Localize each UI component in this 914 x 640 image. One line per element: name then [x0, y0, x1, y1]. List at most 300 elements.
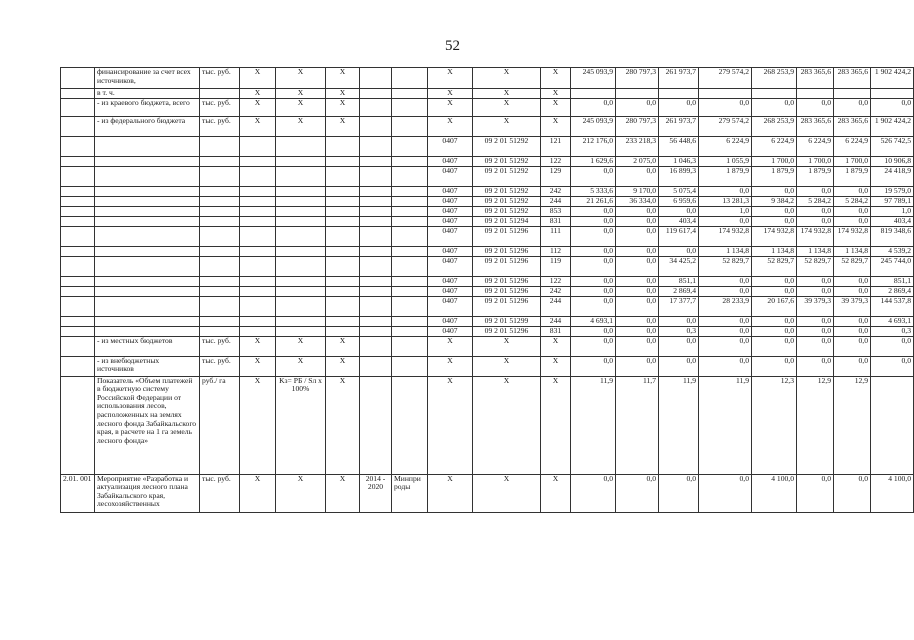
- cell-period: [360, 68, 392, 89]
- cell-executor: [392, 336, 428, 356]
- cell-y2019: 0,0: [797, 276, 834, 286]
- cell-y2018: 0,0: [752, 186, 797, 196]
- cell-y2020: 0,0: [834, 276, 871, 286]
- cell-col-x3: [326, 226, 360, 246]
- cell-col-x3: [326, 286, 360, 296]
- cell-formula: [276, 246, 326, 256]
- cell-executor: [392, 276, 428, 286]
- cell-target: Х: [473, 68, 541, 89]
- cell-name: [95, 316, 200, 326]
- cell-code: [61, 89, 95, 99]
- cell-col-x3: Х: [326, 98, 360, 116]
- cell-executor: Минпри роды: [392, 474, 428, 512]
- cell-executor: [392, 206, 428, 216]
- cell-code: [61, 216, 95, 226]
- table-row: [61, 226, 914, 246]
- cell-total: 4 693,1: [871, 316, 914, 326]
- cell-y2016: [659, 89, 699, 99]
- cell-code: [61, 286, 95, 296]
- cell-y2016: 1 046,3: [659, 156, 699, 166]
- cell-section: Х: [428, 474, 473, 512]
- cell-y2020: 0,0: [834, 98, 871, 116]
- cell-y2019: 5 284,2: [797, 196, 834, 206]
- cell-col-x3: [326, 296, 360, 316]
- cell-target: 09 2 01 51296: [473, 226, 541, 246]
- cell-executor: [392, 89, 428, 99]
- cell-target: 09 2 01 51292: [473, 136, 541, 156]
- cell-unit: [200, 316, 240, 326]
- cell-y2016: 261 973,7: [659, 68, 699, 89]
- cell-y2018: 268 253,9: [752, 68, 797, 89]
- cell-total: 4 100,0: [871, 474, 914, 512]
- cell-y2019: 1 134,8: [797, 246, 834, 256]
- cell-y2019: 0,0: [797, 356, 834, 376]
- cell-executor: [392, 296, 428, 316]
- cell-unit: тыс. руб.: [200, 356, 240, 376]
- cell-y2016: 11,9: [659, 376, 699, 474]
- cell-y2018: 268 253,9: [752, 116, 797, 136]
- cell-formula: [276, 166, 326, 186]
- cell-y2015: 0,0: [616, 316, 659, 326]
- cell-y2015: 0,0: [616, 276, 659, 286]
- cell-unit: [200, 216, 240, 226]
- cell-total: 97 789,1: [871, 196, 914, 206]
- cell-code: [61, 98, 95, 116]
- cell-col-x3: Х: [326, 474, 360, 512]
- cell-col-x1: [240, 186, 276, 196]
- cell-y2014: 5 333,6: [571, 186, 616, 196]
- cell-total: 0,0: [871, 98, 914, 116]
- cell-y2016: 0,0: [659, 98, 699, 116]
- cell-type: 122: [541, 156, 571, 166]
- cell-col-x1: [240, 156, 276, 166]
- cell-y2016: 119 617,4: [659, 226, 699, 246]
- cell-period: [360, 136, 392, 156]
- cell-unit: [200, 286, 240, 296]
- cell-formula: Х: [276, 356, 326, 376]
- cell-y2020: 5 284,2: [834, 196, 871, 206]
- cell-y2014: 0,0: [571, 216, 616, 226]
- cell-y2014: 0,0: [571, 474, 616, 512]
- cell-period: [360, 276, 392, 286]
- table-row: [61, 98, 914, 116]
- cell-target: Х: [473, 116, 541, 136]
- cell-col-x1: [240, 136, 276, 156]
- cell-y2020: 1 700,0: [834, 156, 871, 166]
- cell-y2015: 0,0: [616, 206, 659, 216]
- cell-col-x3: [326, 156, 360, 166]
- cell-col-x1: [240, 216, 276, 226]
- cell-period: [360, 166, 392, 186]
- cell-col-x3: [326, 246, 360, 256]
- cell-col-x1: [240, 286, 276, 296]
- cell-col-x1: [240, 296, 276, 316]
- cell-name: [95, 296, 200, 316]
- cell-name: [95, 216, 200, 226]
- cell-y2015: [616, 89, 659, 99]
- cell-unit: [200, 256, 240, 276]
- cell-target: 09 2 01 51299: [473, 316, 541, 326]
- cell-y2018: 0,0: [752, 276, 797, 286]
- cell-y2019: 6 224,9: [797, 136, 834, 156]
- cell-col-x3: [326, 206, 360, 216]
- table-row: [61, 376, 914, 474]
- cell-y2020: 0,0: [834, 356, 871, 376]
- cell-y2016: 261 973,7: [659, 116, 699, 136]
- table-row: [61, 156, 914, 166]
- cell-period: [360, 316, 392, 326]
- cell-y2018: 0,0: [752, 336, 797, 356]
- cell-y2019: 0,0: [797, 206, 834, 216]
- cell-unit: [200, 226, 240, 246]
- cell-period: [360, 98, 392, 116]
- cell-formula: [276, 196, 326, 206]
- cell-code: [61, 186, 95, 196]
- cell-y2014: 11,9: [571, 376, 616, 474]
- cell-code: [61, 206, 95, 216]
- table-row: [61, 276, 914, 286]
- cell-y2017: 13 281,3: [699, 196, 752, 206]
- cell-code: [61, 356, 95, 376]
- cell-name: [95, 196, 200, 206]
- cell-y2018: 0,0: [752, 206, 797, 216]
- cell-section: Х: [428, 68, 473, 89]
- cell-total: 0,3: [871, 326, 914, 336]
- cell-y2019: 0,0: [797, 474, 834, 512]
- cell-code: [61, 326, 95, 336]
- cell-period: [360, 116, 392, 136]
- cell-y2019: 283 365,6: [797, 68, 834, 89]
- table-row: [61, 336, 914, 356]
- cell-target: Х: [473, 336, 541, 356]
- cell-col-x3: Х: [326, 336, 360, 356]
- cell-period: [360, 156, 392, 166]
- cell-section: 0407: [428, 326, 473, 336]
- cell-unit: [200, 186, 240, 196]
- cell-y2015: 280 797,3: [616, 116, 659, 136]
- cell-col-x1: [240, 166, 276, 186]
- cell-y2017: 0,0: [699, 356, 752, 376]
- table-row: [61, 296, 914, 316]
- cell-period: [360, 186, 392, 196]
- cell-name: - из краевого бюджета, всего: [95, 98, 200, 116]
- cell-period: [360, 196, 392, 206]
- cell-name: - из местных бюджетов: [95, 336, 200, 356]
- cell-col-x3: Х: [326, 89, 360, 99]
- cell-y2014: 0,0: [571, 256, 616, 276]
- cell-y2016: 0,3: [659, 326, 699, 336]
- cell-col-x1: [240, 256, 276, 276]
- cell-y2016: 0,0: [659, 474, 699, 512]
- cell-total: [871, 376, 914, 474]
- cell-y2015: 280 797,3: [616, 68, 659, 89]
- cell-y2020: 0,0: [834, 216, 871, 226]
- cell-col-x3: [326, 186, 360, 196]
- cell-period: [360, 256, 392, 276]
- cell-section: 0407: [428, 296, 473, 316]
- cell-col-x1: [240, 276, 276, 286]
- page-number: 52: [445, 38, 460, 54]
- cell-y2017: 0,0: [699, 186, 752, 196]
- cell-type: Х: [541, 336, 571, 356]
- cell-y2018: 0,0: [752, 326, 797, 336]
- cell-name: Мероприятие «Разработка и актуализация лесного плана Забайкальского края, лесохозяйственных: [95, 474, 200, 512]
- cell-formula: Х: [276, 89, 326, 99]
- cell-type: 129: [541, 166, 571, 186]
- cell-y2016: 6 959,6: [659, 196, 699, 206]
- cell-type: 244: [541, 316, 571, 326]
- cell-unit: руб./ га: [200, 376, 240, 474]
- cell-name: [95, 226, 200, 246]
- cell-y2016: 0,0: [659, 246, 699, 256]
- cell-total: 4 539,2: [871, 246, 914, 256]
- cell-executor: [392, 256, 428, 276]
- cell-target: Х: [473, 356, 541, 376]
- cell-y2020: 52 829,7: [834, 256, 871, 276]
- cell-y2017: 0,0: [699, 98, 752, 116]
- cell-name: [95, 286, 200, 296]
- cell-y2018: 0,0: [752, 216, 797, 226]
- cell-y2017: 0,0: [699, 474, 752, 512]
- cell-type: 244: [541, 296, 571, 316]
- cell-y2015: 0,0: [616, 246, 659, 256]
- cell-target: 09 2 01 51292: [473, 206, 541, 216]
- cell-section: 0407: [428, 216, 473, 226]
- cell-code: [61, 316, 95, 326]
- cell-col-x1: [240, 196, 276, 206]
- cell-y2019: 0,0: [797, 286, 834, 296]
- cell-executor: [392, 316, 428, 326]
- cell-y2017: 28 233,9: [699, 296, 752, 316]
- cell-type: Х: [541, 116, 571, 136]
- cell-y2014: 0,0: [571, 206, 616, 216]
- cell-y2014: 0,0: [571, 226, 616, 246]
- cell-target: 09 2 01 51292: [473, 166, 541, 186]
- cell-code: [61, 156, 95, 166]
- cell-col-x1: Х: [240, 474, 276, 512]
- cell-y2017: 279 574,2: [699, 68, 752, 89]
- cell-y2016: 0,0: [659, 206, 699, 216]
- cell-y2020: 0,0: [834, 206, 871, 216]
- cell-name: [95, 276, 200, 286]
- cell-target: 09 2 01 51296: [473, 286, 541, 296]
- cell-y2018: 0,0: [752, 316, 797, 326]
- cell-name: [95, 256, 200, 276]
- cell-type: 122: [541, 276, 571, 286]
- cell-y2017: 1 134,8: [699, 246, 752, 256]
- cell-formula: [276, 226, 326, 246]
- cell-type: 119: [541, 256, 571, 276]
- cell-section: Х: [428, 98, 473, 116]
- cell-col-x3: [326, 326, 360, 336]
- table-row: [61, 89, 914, 99]
- cell-y2016: 403,4: [659, 216, 699, 226]
- cell-y2016: 17 377,7: [659, 296, 699, 316]
- cell-formula: [276, 296, 326, 316]
- cell-total: 144 537,8: [871, 296, 914, 316]
- cell-name: финансирование за счет всех источников,: [95, 68, 200, 89]
- cell-name: [95, 206, 200, 216]
- cell-target: 09 2 01 51296: [473, 276, 541, 286]
- cell-y2020: 0,0: [834, 326, 871, 336]
- cell-y2017: 0,0: [699, 216, 752, 226]
- cell-section: 0407: [428, 196, 473, 206]
- cell-y2017: [699, 89, 752, 99]
- cell-period: [360, 89, 392, 99]
- cell-y2017: 0,0: [699, 276, 752, 286]
- table-row: [61, 356, 914, 376]
- cell-y2017: 0,0: [699, 286, 752, 296]
- cell-y2019: 12,9: [797, 376, 834, 474]
- cell-name: [95, 246, 200, 256]
- cell-total: 526 742,5: [871, 136, 914, 156]
- cell-total: 0,0: [871, 336, 914, 356]
- cell-period: [360, 336, 392, 356]
- cell-y2015: 0,0: [616, 226, 659, 246]
- table-row: [61, 206, 914, 216]
- cell-y2014: 0,0: [571, 336, 616, 356]
- cell-y2015: 2 075,0: [616, 156, 659, 166]
- cell-y2019: 1 700,0: [797, 156, 834, 166]
- cell-y2020: 1 879,9: [834, 166, 871, 186]
- cell-code: [61, 296, 95, 316]
- cell-y2018: 20 167,6: [752, 296, 797, 316]
- cell-formula: [276, 276, 326, 286]
- cell-col-x1: [240, 326, 276, 336]
- cell-formula: [276, 136, 326, 156]
- cell-y2014: 212 176,0: [571, 136, 616, 156]
- cell-y2015: 0,0: [616, 326, 659, 336]
- cell-y2018: 52 829,7: [752, 256, 797, 276]
- cell-type: Х: [541, 89, 571, 99]
- cell-col-x1: Х: [240, 356, 276, 376]
- cell-formula: Х: [276, 98, 326, 116]
- cell-y2014: 0,0: [571, 276, 616, 286]
- cell-y2015: 0,0: [616, 286, 659, 296]
- cell-section: Х: [428, 336, 473, 356]
- cell-y2018: [752, 89, 797, 99]
- cell-y2018: 0,0: [752, 286, 797, 296]
- cell-name: в т. ч.: [95, 89, 200, 99]
- cell-y2015: 0,0: [616, 256, 659, 276]
- cell-type: 831: [541, 216, 571, 226]
- cell-y2020: 0,0: [834, 474, 871, 512]
- cell-y2018: 0,0: [752, 356, 797, 376]
- cell-y2018: 12,3: [752, 376, 797, 474]
- cell-name: [95, 186, 200, 196]
- cell-target: Х: [473, 89, 541, 99]
- cell-formula: [276, 326, 326, 336]
- cell-unit: [200, 296, 240, 316]
- cell-period: [360, 296, 392, 316]
- cell-y2016: 16 899,3: [659, 166, 699, 186]
- cell-section: 0407: [428, 186, 473, 196]
- cell-code: [61, 196, 95, 206]
- cell-y2015: 36 334,0: [616, 196, 659, 206]
- cell-col-x3: [326, 166, 360, 186]
- cell-y2020: 174 932,8: [834, 226, 871, 246]
- cell-col-x3: [326, 216, 360, 226]
- cell-formula: [276, 216, 326, 226]
- cell-y2014: 245 093,9: [571, 68, 616, 89]
- cell-y2016: 56 448,6: [659, 136, 699, 156]
- cell-section: 0407: [428, 136, 473, 156]
- cell-period: [360, 216, 392, 226]
- cell-name: - из федерального бюджета: [95, 116, 200, 136]
- cell-type: Х: [541, 474, 571, 512]
- cell-y2017: 11,9: [699, 376, 752, 474]
- cell-y2019: 0,0: [797, 326, 834, 336]
- cell-target: 09 2 01 51292: [473, 156, 541, 166]
- cell-y2016: 34 425,2: [659, 256, 699, 276]
- cell-y2018: 4 100,0: [752, 474, 797, 512]
- cell-y2014: 0,0: [571, 296, 616, 316]
- table-row: [61, 474, 914, 512]
- cell-col-x1: [240, 226, 276, 246]
- cell-y2015: 9 170,0: [616, 186, 659, 196]
- cell-col-x3: [326, 316, 360, 326]
- cell-total: [871, 89, 914, 99]
- cell-period: [360, 206, 392, 216]
- cell-executor: [392, 98, 428, 116]
- cell-formula: Х: [276, 336, 326, 356]
- cell-unit: [200, 326, 240, 336]
- table-row: [61, 136, 914, 156]
- cell-col-x1: Х: [240, 89, 276, 99]
- cell-executor: [392, 136, 428, 156]
- cell-col-x1: Х: [240, 116, 276, 136]
- cell-y2019: 174 932,8: [797, 226, 834, 246]
- cell-unit: тыс. руб.: [200, 474, 240, 512]
- cell-y2014: 1 629,6: [571, 156, 616, 166]
- cell-total: 245 744,0: [871, 256, 914, 276]
- cell-total: 10 906,8: [871, 156, 914, 166]
- cell-name: [95, 166, 200, 186]
- cell-y2019: 0,0: [797, 216, 834, 226]
- cell-executor: [392, 68, 428, 89]
- cell-y2020: 0,0: [834, 336, 871, 356]
- cell-section: 0407: [428, 226, 473, 246]
- table-row: [61, 286, 914, 296]
- cell-y2019: [797, 89, 834, 99]
- cell-section: Х: [428, 376, 473, 474]
- cell-formula: Х: [276, 474, 326, 512]
- cell-executor: [392, 186, 428, 196]
- cell-formula: [276, 256, 326, 276]
- cell-section: 0407: [428, 206, 473, 216]
- cell-period: [360, 356, 392, 376]
- cell-section: 0407: [428, 276, 473, 286]
- cell-target: 09 2 01 51294: [473, 216, 541, 226]
- cell-col-x3: [326, 276, 360, 286]
- cell-y2020: [834, 89, 871, 99]
- cell-type: 112: [541, 246, 571, 256]
- cell-name: Показатель «Объем платежей в бюджетную систему Российской Федерации от использования лесов, расположенных на землях лесного фонда Забайкальского края, в расчете на 1 га земель лесного фонда»: [95, 376, 200, 474]
- cell-code: [61, 116, 95, 136]
- cell-period: [360, 326, 392, 336]
- cell-period: [360, 226, 392, 246]
- cell-y2014: 0,0: [571, 356, 616, 376]
- cell-unit: [200, 246, 240, 256]
- cell-y2014: 245 093,9: [571, 116, 616, 136]
- cell-col-x3: [326, 136, 360, 156]
- cell-executor: [392, 286, 428, 296]
- cell-target: Х: [473, 98, 541, 116]
- cell-code: [61, 276, 95, 286]
- cell-y2020: 0,0: [834, 316, 871, 326]
- cell-y2017: 0,0: [699, 326, 752, 336]
- cell-y2018: 174 932,8: [752, 226, 797, 246]
